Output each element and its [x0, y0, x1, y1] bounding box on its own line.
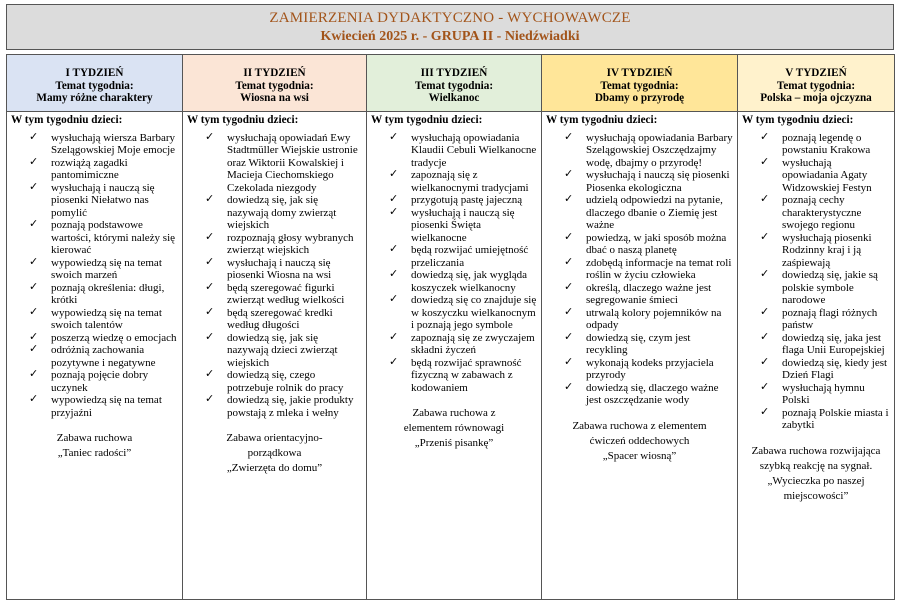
goal-item	[367, 357, 541, 395]
checkmark-icon: ✓	[760, 380, 770, 393]
title-banner	[6, 4, 894, 50]
week-1-theme: Mamy różne charaktery	[36, 92, 153, 104]
week-3-game-name: „Przeniś pisankę”	[414, 437, 494, 449]
checkmark-icon: ✓	[389, 268, 399, 280]
checkmark-icon: ✓	[205, 130, 215, 143]
goal-text: wysłuchają opowiadania Agaty Widzowskiej Festyn	[782, 156, 872, 194]
checkmark-icon: ✓	[564, 355, 574, 368]
goal-text: dowiedzą się co znajduje się w koszyczku wielkanocnym i poznają jego symbole	[411, 294, 537, 331]
week-1-game	[7, 431, 182, 461]
goal-text: wykonają kodeks przyjaciela przyrody	[586, 356, 714, 381]
goal-item	[183, 132, 366, 195]
week-3-content	[367, 112, 542, 600]
week-5-theme-label: Temat tygodnia:	[776, 79, 856, 92]
goal-item	[367, 169, 541, 194]
checkmark-icon: ✓	[29, 280, 39, 293]
week-header-row	[7, 55, 895, 112]
goal-text: wypowiedzą się na temat swoich marzeń	[51, 256, 162, 281]
week-1-header	[7, 55, 183, 112]
checkmark-icon: ✓	[760, 305, 770, 318]
goal-item	[183, 257, 366, 282]
checkmark-icon: ✓	[205, 255, 215, 268]
goal-text: wysłuchają hymnu Polski	[782, 381, 865, 406]
goal-item	[367, 269, 541, 294]
checkmark-icon: ✓	[205, 280, 215, 293]
goal-text: odróżnią zachowania pozytywne i negatywne	[51, 344, 156, 369]
week-4-content	[542, 112, 738, 600]
checkmark-icon: ✓	[760, 355, 770, 368]
checkmark-icon: ✓	[205, 330, 215, 343]
goal-item	[542, 169, 737, 194]
goal-text: utrwalą kolory pojemników na odpady	[586, 306, 722, 331]
goal-item	[542, 232, 737, 257]
goal-text: poznają flagi różnych państw	[782, 306, 878, 331]
goal-text: wysłuchają opowiadania Klaudii Cebuli Wielkanocne tradycje	[411, 131, 537, 169]
goal-text: wysłuchają opowiadania Barbary Szelągowskiej Oszczędzajmy wodę, dbajmy o przyrodę!	[586, 131, 733, 169]
week-1-goals-list	[7, 132, 182, 420]
goal-text: dowiedzą się, czym jest recykling	[586, 331, 691, 356]
week-5-game-name: „Wycieczka po naszej miejscowości”	[767, 474, 865, 502]
week-1-theme-label: Temat tygodnia:	[55, 79, 134, 92]
goal-item	[7, 282, 182, 307]
week-2-subheading: W tym tygodniu dzieci:	[187, 114, 299, 126]
checkmark-icon: ✓	[564, 380, 574, 393]
checkmark-icon: ✓	[29, 393, 39, 405]
goal-item	[7, 157, 182, 182]
goal-item	[367, 207, 541, 245]
goal-text: dowiedzą się, jak się nazywają domy zwierząt wiejskich	[227, 194, 337, 231]
week-2-content	[183, 112, 367, 600]
checkmark-icon: ✓	[564, 330, 574, 343]
goal-text: zapoznają się z wielkanocnymi tradycjami	[411, 169, 529, 194]
goal-text: powiedzą, w jaki sposób można dbać o naszą planetę	[586, 231, 727, 256]
week-3-goals-list	[367, 132, 541, 395]
checkmark-icon: ✓	[205, 368, 215, 380]
goal-text: będą szeregować kredki według długości	[227, 306, 333, 331]
goal-item	[542, 257, 737, 282]
goal-text: dowiedzą się, dlaczego ważne jest oszczędzanie wody	[586, 381, 719, 406]
goal-item	[183, 369, 366, 394]
week-5-theme: Polska – moja ojczyzna	[760, 92, 872, 104]
goal-text: dowiedzą się, kiedy jest Dzień Flagi	[782, 356, 888, 381]
checkmark-icon: ✓	[29, 180, 39, 193]
goal-text: wysłuchają i nauczą się piosenki Wiosna na wsi	[227, 256, 332, 281]
week-5-game	[738, 444, 894, 504]
week-1-game-name: „Taniec radości”	[57, 447, 132, 459]
goal-item	[542, 382, 737, 407]
checkmark-icon: ✓	[760, 330, 770, 343]
week-2-goals-list	[183, 132, 366, 420]
goal-item	[7, 219, 182, 257]
goal-item	[183, 232, 366, 257]
goal-item	[738, 357, 894, 382]
checkmark-icon: ✓	[389, 168, 399, 180]
week-1-content	[7, 112, 183, 600]
checkmark-icon: ✓	[205, 193, 215, 205]
week-2-theme-label: Temat tygodnia:	[235, 79, 314, 92]
goal-text: przygotują pastę jajeczną	[411, 194, 523, 206]
week-3-game-label: Zabawa ruchowa z elementem równowagi	[403, 407, 505, 434]
checkmark-icon: ✓	[760, 405, 770, 418]
goal-text: dowiedzą się, jakie produkty powstają z mleka i wełny	[227, 394, 354, 419]
goal-item	[7, 182, 182, 220]
week-3-theme-label: Temat tygodnia:	[414, 79, 494, 92]
goal-item	[738, 382, 894, 407]
checkmark-icon: ✓	[29, 255, 39, 268]
goal-text: rozpoznają głosy wybranych zwierząt wiejskich	[227, 231, 354, 256]
document-subtitle: Kwiecień 2025 r. - GRUPA II - Niedźwiadki	[320, 29, 580, 44]
checkmark-icon: ✓	[564, 230, 574, 243]
checkmark-icon: ✓	[389, 243, 399, 255]
checkmark-icon: ✓	[29, 218, 39, 230]
goal-item	[738, 307, 894, 332]
checkmark-icon: ✓	[29, 343, 39, 355]
week-4-game	[542, 419, 737, 464]
checkmark-icon: ✓	[29, 155, 39, 168]
goal-text: będą rozwijać sprawność fizyczną w zabawach z kodowaniem	[411, 356, 522, 394]
goal-item	[738, 132, 894, 157]
week-2-game-name: „Zwierzęta do domu”	[226, 462, 323, 474]
week-4-game-label: Zabawa ruchowa z elementem ćwiczeń oddechowych	[572, 419, 707, 447]
week-5-header	[738, 55, 895, 112]
checkmark-icon: ✓	[760, 130, 770, 143]
goal-text: wypowiedzą się na temat swoich talentów	[51, 306, 162, 331]
checkmark-icon: ✓	[29, 330, 39, 343]
week-5-label: V TYDZIEŃ	[785, 67, 847, 79]
goal-item	[7, 307, 182, 332]
week-2-theme: Wiosna na wsi	[240, 92, 309, 104]
checkmark-icon: ✓	[389, 355, 399, 368]
goal-text: zdobędą informacje na temat roli roślin w życiu człowieka	[586, 256, 732, 281]
goal-text: poznają podstawowe wartości, którymi należy się kierować	[51, 219, 176, 256]
goal-item	[183, 332, 366, 370]
checkmark-icon: ✓	[389, 293, 399, 305]
goal-item	[542, 307, 737, 332]
goal-text: wysłuchają i nauczą się piosenki Niełatwo nas pomylić	[51, 181, 155, 219]
week-4-theme-label: Temat tygodnia:	[600, 79, 679, 92]
goal-text: wysłuchają wiersza Barbary Szelągowskiej Moje emocje	[51, 131, 176, 156]
week-5-content	[738, 112, 895, 600]
week-3-label: III TYDZIEŃ	[420, 67, 488, 79]
goal-text: dowiedzą się, jakie są polskie symbole narodowe	[782, 269, 878, 306]
week-4-header	[542, 55, 738, 112]
goal-text: dowiedzą się, jaka jest flaga Unii Europejskiej	[782, 331, 885, 356]
checkmark-icon: ✓	[29, 305, 39, 318]
checkmark-icon: ✓	[760, 230, 770, 243]
checkmark-icon: ✓	[564, 255, 574, 268]
checkmark-icon: ✓	[564, 193, 574, 205]
week-3-subheading: W tym tygodniu dzieci:	[371, 114, 483, 126]
goal-item	[367, 244, 541, 269]
goal-item	[542, 132, 737, 170]
goal-item	[7, 132, 182, 157]
week-2-game	[183, 431, 366, 476]
goal-text: dowiedzą się, jak się nazywają dzieci zwierząt wiejskich	[227, 331, 338, 369]
goal-text: wypowiedzą się na temat przyjaźni	[51, 394, 162, 419]
week-4-subheading: W tym tygodniu dzieci:	[546, 114, 658, 126]
checkmark-icon: ✓	[564, 280, 574, 293]
goal-text: rozwiążą zagadki pantomimiczne	[51, 156, 128, 181]
week-2-game-label: Zabawa orientacyjno-porządkowa	[226, 432, 323, 459]
week-5-subheading: W tym tygodniu dzieci:	[742, 114, 854, 126]
week-5-game-label: Zabawa ruchowa rozwijająca szybką reakcję na sygnał.	[751, 444, 881, 472]
goal-item	[7, 394, 182, 419]
goal-item	[183, 394, 366, 419]
checkmark-icon: ✓	[205, 230, 215, 243]
checkmark-icon: ✓	[29, 368, 39, 380]
checkmark-icon: ✓	[760, 155, 770, 168]
checkmark-icon: ✓	[29, 130, 39, 143]
goal-item	[367, 332, 541, 357]
goal-item	[738, 157, 894, 195]
goal-text: poznają określenia: długi, krótki	[51, 281, 165, 306]
week-body-row	[7, 112, 895, 600]
goal-item	[7, 257, 182, 282]
goal-text: poznają legendę o powstaniu Krakowa	[782, 131, 871, 156]
checkmark-icon: ✓	[760, 193, 770, 205]
week-4-label: IV TYDZIEŃ	[606, 67, 673, 79]
week-3-game	[367, 406, 541, 451]
goal-text: zapoznają się ze zwyczajem składni życzeń	[411, 331, 535, 356]
week-4-game-name: „Spacer wiosną”	[602, 449, 677, 462]
goal-item	[7, 344, 182, 369]
goal-item	[542, 282, 737, 307]
checkmark-icon: ✓	[389, 205, 399, 218]
checkmark-icon: ✓	[205, 393, 215, 405]
week-1-label: I TYDZIEŃ	[65, 67, 124, 79]
checkmark-icon: ✓	[205, 305, 215, 318]
week-4-goals-list	[542, 132, 737, 407]
goal-text: dowiedzą się, jak wygląda koszyczek wielkanocny	[411, 269, 528, 294]
goal-item	[738, 332, 894, 357]
week-1-game-label: Zabawa ruchowa	[56, 432, 133, 444]
weekly-plan-table	[6, 54, 895, 600]
week-2-header	[183, 55, 367, 112]
week-1-subheading: W tym tygodniu dzieci:	[11, 114, 123, 126]
goal-item	[183, 282, 366, 307]
plan-sheet	[6, 4, 894, 600]
week-3-header	[367, 55, 542, 112]
goal-text: udzielą odpowiedzi na pytanie, dlaczego dbanie o Ziemię jest ważne	[586, 194, 723, 231]
goal-item	[542, 332, 737, 357]
goal-text: wysłuchają i nauczą się piosenki Piosenka ekologiczna	[586, 169, 730, 194]
goal-text: wysłuchają piosenki Rodzinny kraj i ją zaśpiewają	[782, 231, 872, 269]
goal-item	[738, 232, 894, 270]
goal-item	[183, 194, 366, 232]
checkmark-icon: ✓	[564, 130, 574, 143]
week-5-goals-list	[738, 132, 894, 432]
week-4-theme: Dbamy o przyrodę	[594, 92, 685, 104]
goal-text: poznają pojęcie dobry uczynek	[51, 369, 149, 394]
document-title: ZAMIERZENIA DYDAKTYCZNO - WYCHOWAWCZE	[269, 10, 631, 26]
goal-item	[738, 194, 894, 232]
goal-item	[542, 357, 737, 382]
goal-text: poszerzą wiedzę o emocjach	[51, 331, 177, 344]
goal-text: poznają cechy charakterystyczne swojego regionu	[782, 194, 862, 231]
goal-text: wysłuchają opowiadań Ewy Stadtmüller Wiejskie ustronie oraz Wiktorii Kowalskiej i Macieja Ciechomskiego Czekolada niezgody	[227, 131, 358, 194]
goal-text: określą, dlaczego ważne jest segregowanie śmieci	[586, 281, 712, 306]
checkmark-icon: ✓	[564, 305, 574, 318]
goal-item	[367, 294, 541, 332]
checkmark-icon: ✓	[760, 268, 770, 280]
checkmark-icon: ✓	[564, 168, 574, 180]
goal-item	[738, 407, 894, 432]
goal-text: będą szeregować figurki zwierząt według wielkości	[227, 281, 345, 306]
checkmark-icon: ✓	[389, 330, 399, 343]
goal-item	[183, 307, 366, 332]
goal-item	[367, 132, 541, 170]
week-2-label: II TYDZIEŃ	[243, 67, 306, 79]
checkmark-icon: ✓	[389, 193, 399, 205]
goal-item	[738, 269, 894, 307]
goal-text: poznają Polskie miasta i zabytki	[782, 406, 889, 431]
goal-item	[7, 369, 182, 394]
week-3-theme: Wielkanoc	[428, 92, 480, 104]
checkmark-icon: ✓	[389, 130, 399, 143]
goal-text: wysłuchają i nauczą się piosenki Święta wielkanocne	[411, 206, 515, 244]
goal-text: dowiedzą się, czego potrzebuje rolnik do pracy	[227, 369, 344, 394]
goal-item	[542, 194, 737, 232]
goal-text: będą rozwijać umiejętność przeliczania	[411, 244, 529, 269]
